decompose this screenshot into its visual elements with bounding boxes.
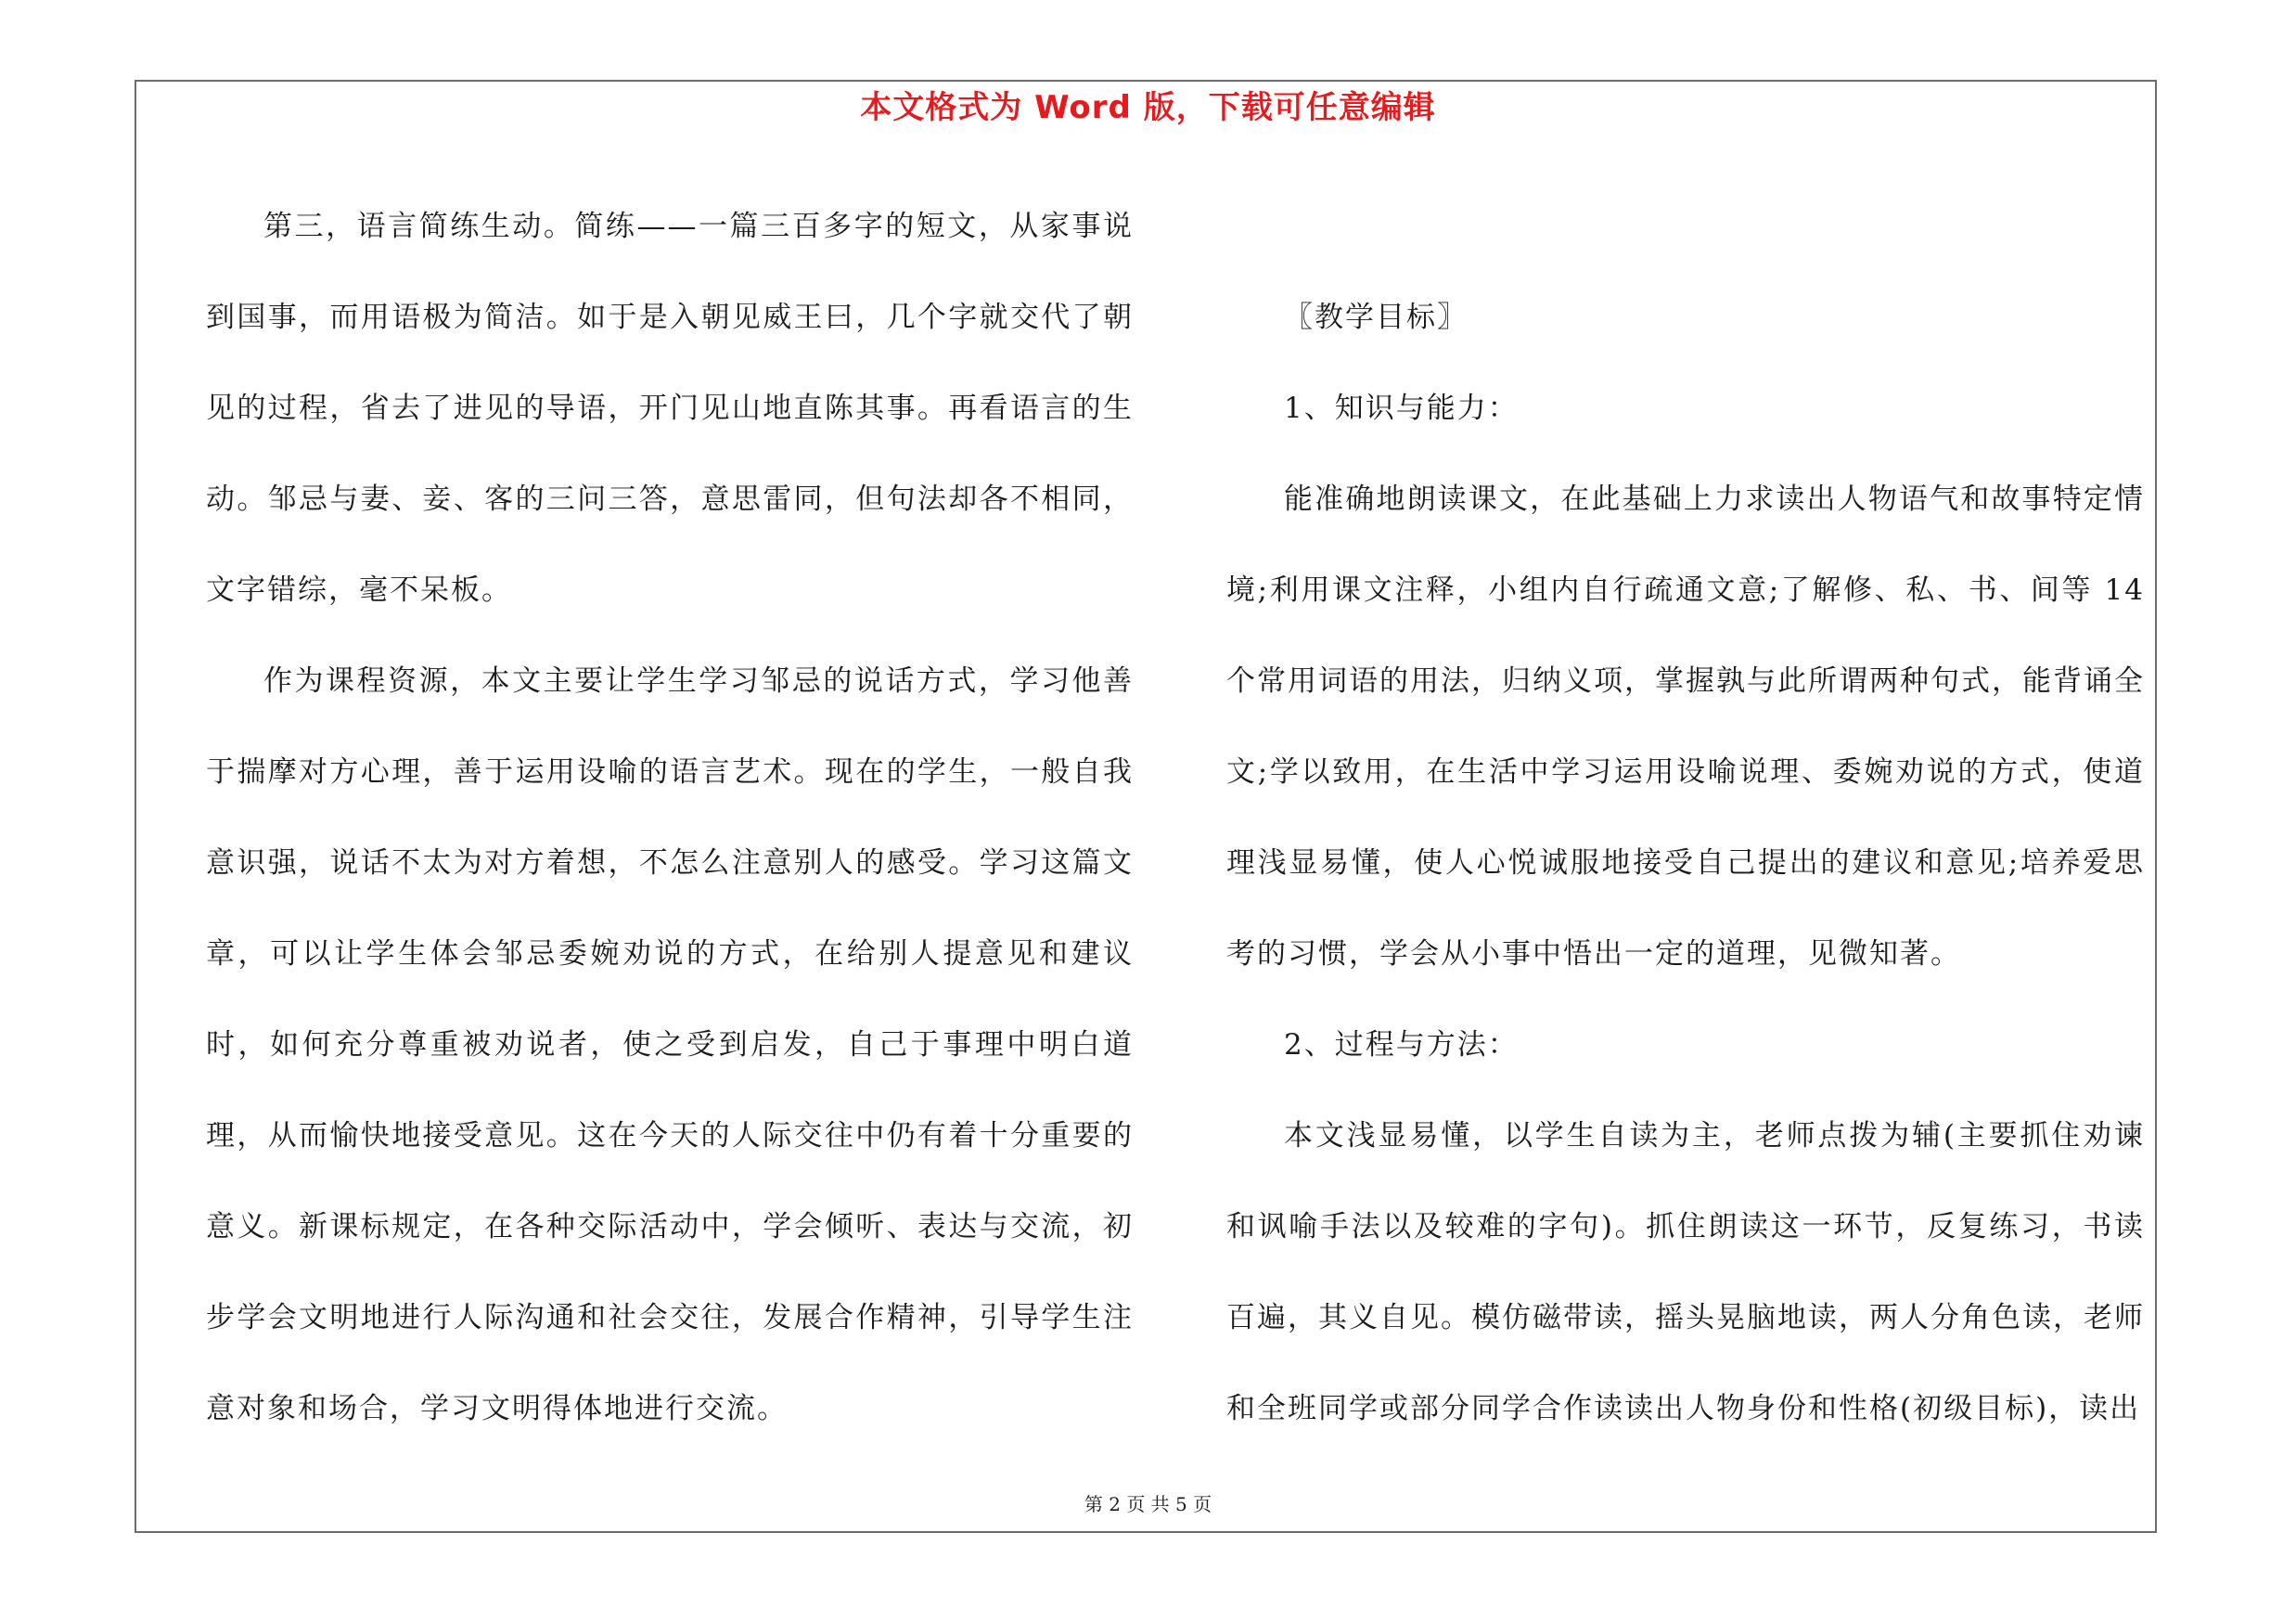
right-column (1226, 272, 2145, 1454)
paragraph: 第三，语言简练生动。简练——一篇三百多字的短文，从家事说到国事，而用语极为简洁。如于是入朝见威王曰，几个字就交代了朝见的过程，省去了进见的导语，开门见山地直陈其事。再看语言的生动。邹忌与妻、妾、客的三问三答，意思雷同，但句法却各不相同，文字错综，毫不呆板。 (206, 210, 1134, 607)
paragraph: 作为课程资源，本文主要让学生学习邹忌的说话方式，学习他善于揣摩对方心理，善于运用设喻的语言艺术。现在的学生，一般自我意识强，说话不太为对方着想，不怎么注意别人的感受。学习这篇文章，可以让学生体会邹忌委婉劝说的方式，在给别人提意见和建议时，如何充分尊重被劝说者，使之受到启发，自己于事理中明白道理，从而愉快地接受意见。这在今天的人际交往中仍有着十分重要的意义。新课标规定，在各种交际活动中，学会倾听、表达与交流，初步学会文明地进行人际沟通和社会交往，发展合作精神，引导学生注意对象和场合，学习文明得体地进行交流。 (206, 664, 1134, 1425)
paragraph: 能准确地朗读课文，在此基础上力求读出人物语气和故事特定情境;利用课文注释，小组内自行疏通文意;了解修、私、书、间等 14 个常用词语的用法，归纳义项，掌握孰与此所谓两种句式，能背诵全文;学以致用，在生活中学习运用设喻说理、委婉劝说的方式，使道理浅显易懂，使人心悦诚服地接受自己提出的建议和意见;培养爱思考的习惯，学会从小事中悟出一定的道理，见微知著。 (1226, 483, 2145, 971)
word-format-banner: 本文格式为 Word 版，下载可任意编辑 (860, 89, 1436, 126)
subsection-heading: 1、知识与能力： (1284, 392, 1519, 425)
left-column (206, 181, 1134, 1454)
page-footer: 第 2 页 共 5 页 (1084, 1493, 1212, 1515)
subsection-heading: 2、过程与方法： (1284, 1028, 1519, 1062)
section-heading: 〖教学目标〗 (1284, 301, 1468, 334)
paragraph: 本文浅显易懂，以学生自读为主，老师点拨为辅(主要抓住劝谏和讽喻手法以及较难的字句)。抓住朗读这一环节，反复练习，书读百遍，其义自见。模仿磁带读，摇头晃脑地读，两人分角色读，老师和全班同学或部分同学合作读读出人物身份和性格(初级目标)，读出 (1226, 1119, 2145, 1425)
